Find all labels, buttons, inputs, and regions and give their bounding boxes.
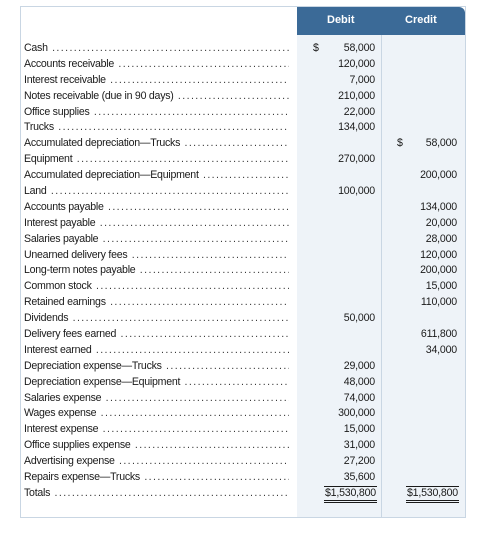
table-row bbox=[21, 200, 465, 216]
account-name-text: Land bbox=[24, 185, 47, 198]
account-name-text: Interest earned bbox=[24, 343, 92, 356]
debit-value: 300,000 bbox=[338, 407, 375, 420]
credit-value: 120,000 bbox=[420, 248, 457, 261]
debit-amount bbox=[305, 89, 375, 105]
account-name bbox=[24, 89, 289, 105]
account-name-text: Delivery fees earned bbox=[24, 328, 117, 341]
table-body bbox=[21, 41, 465, 502]
account-name-text: Long-term notes payable bbox=[24, 264, 136, 277]
debit-amount bbox=[305, 454, 375, 470]
debit-amount bbox=[305, 105, 375, 121]
debit-value: 35,600 bbox=[343, 471, 375, 484]
account-name bbox=[24, 136, 289, 152]
credit-value: 15,000 bbox=[425, 280, 457, 293]
debit-value: 15,000 bbox=[343, 423, 375, 436]
account-name bbox=[24, 279, 289, 295]
account-name bbox=[24, 168, 289, 184]
debit-amount bbox=[305, 152, 375, 168]
trial-balance-table bbox=[20, 6, 466, 518]
debit-value: 22,000 bbox=[343, 105, 375, 118]
table-row bbox=[21, 327, 465, 343]
debit-amount bbox=[305, 120, 375, 136]
table-row bbox=[21, 438, 465, 454]
debit-amount bbox=[305, 184, 375, 200]
account-name-text: Salaries payable bbox=[24, 232, 99, 245]
debit-value: 48,000 bbox=[343, 375, 375, 388]
account-name bbox=[24, 105, 289, 121]
debit-value: 27,200 bbox=[343, 455, 375, 468]
debit-value: 29,000 bbox=[343, 359, 375, 372]
credit-column-header: Credit bbox=[405, 14, 437, 26]
credit-value: 200,000 bbox=[420, 169, 457, 182]
credit-amount bbox=[389, 200, 457, 216]
debit-value: 50,000 bbox=[343, 312, 375, 325]
table-row bbox=[21, 279, 465, 295]
debit-value: 100,000 bbox=[338, 185, 375, 198]
debit-total bbox=[303, 486, 377, 503]
debit-value: 120,000 bbox=[338, 57, 375, 70]
table-row bbox=[21, 391, 465, 407]
table-row bbox=[21, 168, 465, 184]
debit-amount bbox=[305, 375, 375, 391]
table-row bbox=[21, 105, 465, 121]
credit-value: 110,000 bbox=[420, 296, 457, 309]
credit-amount bbox=[389, 343, 457, 359]
debit-value: 74,000 bbox=[343, 391, 375, 404]
debit-amount bbox=[305, 470, 375, 486]
account-name bbox=[24, 263, 289, 279]
credit-amount bbox=[389, 248, 457, 264]
account-name-text: Equipment bbox=[24, 153, 73, 166]
debit-value: 58,000 bbox=[343, 42, 375, 54]
account-name bbox=[24, 73, 289, 89]
account-name-text: Notes receivable (due in 90 days) bbox=[24, 89, 174, 102]
credit-amount bbox=[389, 327, 457, 343]
account-name bbox=[24, 470, 289, 486]
debit-amount bbox=[305, 391, 375, 407]
account-name bbox=[24, 359, 289, 375]
account-name-text: Office supplies expense bbox=[24, 439, 131, 452]
debit-amount bbox=[305, 422, 375, 438]
debit-amount bbox=[305, 311, 375, 327]
debit-value: 134,000 bbox=[338, 121, 375, 134]
account-name-text: Retained earnings bbox=[24, 296, 106, 309]
account-name-text: Depreciation expense—Trucks bbox=[24, 359, 162, 372]
debit-value: 210,000 bbox=[338, 89, 375, 102]
account-name-text: Salaries expense bbox=[24, 391, 102, 404]
credit-value: 20,000 bbox=[425, 216, 457, 229]
table-row bbox=[21, 263, 465, 279]
account-name bbox=[24, 295, 289, 311]
totals-label-text: Totals bbox=[24, 486, 51, 499]
table-row bbox=[21, 89, 465, 105]
account-name-text: Repairs expense—Trucks bbox=[24, 471, 140, 484]
table-row bbox=[21, 454, 465, 470]
account-name bbox=[24, 248, 289, 264]
account-name bbox=[24, 57, 289, 73]
credit-total-value: $1,530,800 bbox=[406, 486, 459, 503]
table-row bbox=[21, 406, 465, 422]
account-name bbox=[24, 343, 289, 359]
table-row bbox=[21, 136, 465, 152]
credit-value: 34,000 bbox=[425, 343, 457, 356]
credit-value: 134,000 bbox=[420, 200, 457, 213]
table-row bbox=[21, 216, 465, 232]
account-name bbox=[24, 41, 289, 57]
credit-total bbox=[385, 486, 459, 503]
account-name-text: Wages expense bbox=[24, 407, 97, 420]
table-row bbox=[21, 232, 465, 248]
account-name bbox=[24, 406, 289, 422]
debit-column-header: Debit bbox=[327, 14, 355, 26]
debit-total-value: $1,530,800 bbox=[324, 486, 377, 503]
table-row bbox=[21, 359, 465, 375]
table-row bbox=[21, 184, 465, 200]
account-name-text: Dividends bbox=[24, 312, 69, 325]
debit-value: 31,000 bbox=[343, 439, 375, 452]
totals-label bbox=[24, 486, 289, 502]
account-name-text: Accumulated depreciation—Equipment bbox=[24, 169, 199, 182]
credit-value: 58,000 bbox=[425, 137, 457, 150]
totals-row bbox=[21, 486, 465, 502]
table-row bbox=[21, 375, 465, 391]
credit-amount bbox=[389, 168, 457, 184]
debit-value: 7,000 bbox=[349, 73, 375, 86]
credit-amount bbox=[389, 136, 457, 152]
debit-amount bbox=[305, 41, 375, 57]
table-row bbox=[21, 343, 465, 359]
credit-amount bbox=[389, 216, 457, 232]
table-row bbox=[21, 422, 465, 438]
credit-value: 200,000 bbox=[420, 264, 457, 277]
credit-amount bbox=[389, 232, 457, 248]
account-name-text: Unearned delivery fees bbox=[24, 248, 128, 261]
credit-amount bbox=[389, 279, 457, 295]
account-name-text: Interest expense bbox=[24, 423, 99, 436]
debit-amount bbox=[305, 73, 375, 89]
debit-value: 270,000 bbox=[338, 153, 375, 166]
account-name bbox=[24, 184, 289, 200]
credit-amount bbox=[389, 295, 457, 311]
account-name bbox=[24, 422, 289, 438]
account-name-text: Accounts receivable bbox=[24, 57, 115, 70]
credit-value: 611,800 bbox=[420, 328, 457, 341]
account-name bbox=[24, 391, 289, 407]
account-name-text: Cash bbox=[24, 42, 48, 54]
account-name bbox=[24, 120, 289, 136]
table-row bbox=[21, 295, 465, 311]
debit-currency-sign: $ bbox=[313, 42, 319, 54]
account-name-text: Depreciation expense—Equipment bbox=[24, 375, 181, 388]
header-band bbox=[297, 7, 465, 35]
debit-amount bbox=[305, 359, 375, 375]
table-row bbox=[21, 120, 465, 136]
credit-value: 28,000 bbox=[425, 232, 457, 245]
account-name-text: Office supplies bbox=[24, 105, 90, 118]
account-name bbox=[24, 216, 289, 232]
debit-amount bbox=[305, 438, 375, 454]
account-name-text: Trucks bbox=[24, 121, 54, 134]
account-name bbox=[24, 327, 289, 343]
table-header bbox=[21, 7, 465, 35]
table-row bbox=[21, 470, 465, 486]
account-name-text: Interest receivable bbox=[24, 73, 106, 86]
credit-currency-sign: $ bbox=[397, 137, 403, 150]
table-row bbox=[21, 311, 465, 327]
account-name bbox=[24, 152, 289, 168]
table-row bbox=[21, 57, 465, 73]
account-name-text: Accounts payable bbox=[24, 200, 104, 213]
account-name bbox=[24, 311, 289, 327]
account-name bbox=[24, 232, 289, 248]
account-name bbox=[24, 438, 289, 454]
account-name-text: Interest payable bbox=[24, 216, 96, 229]
account-name-text: Common stock bbox=[24, 280, 92, 293]
account-name bbox=[24, 375, 289, 391]
account-name bbox=[24, 454, 289, 470]
debit-amount bbox=[305, 57, 375, 73]
table-row bbox=[21, 73, 465, 89]
table-row bbox=[21, 152, 465, 168]
account-name-text: Advertising expense bbox=[24, 455, 115, 468]
credit-amount bbox=[389, 263, 457, 279]
debit-amount bbox=[305, 406, 375, 422]
account-name bbox=[24, 200, 289, 216]
table-row bbox=[21, 41, 465, 57]
table-row bbox=[21, 248, 465, 264]
account-name-text: Accumulated depreciation—Trucks bbox=[24, 137, 181, 150]
